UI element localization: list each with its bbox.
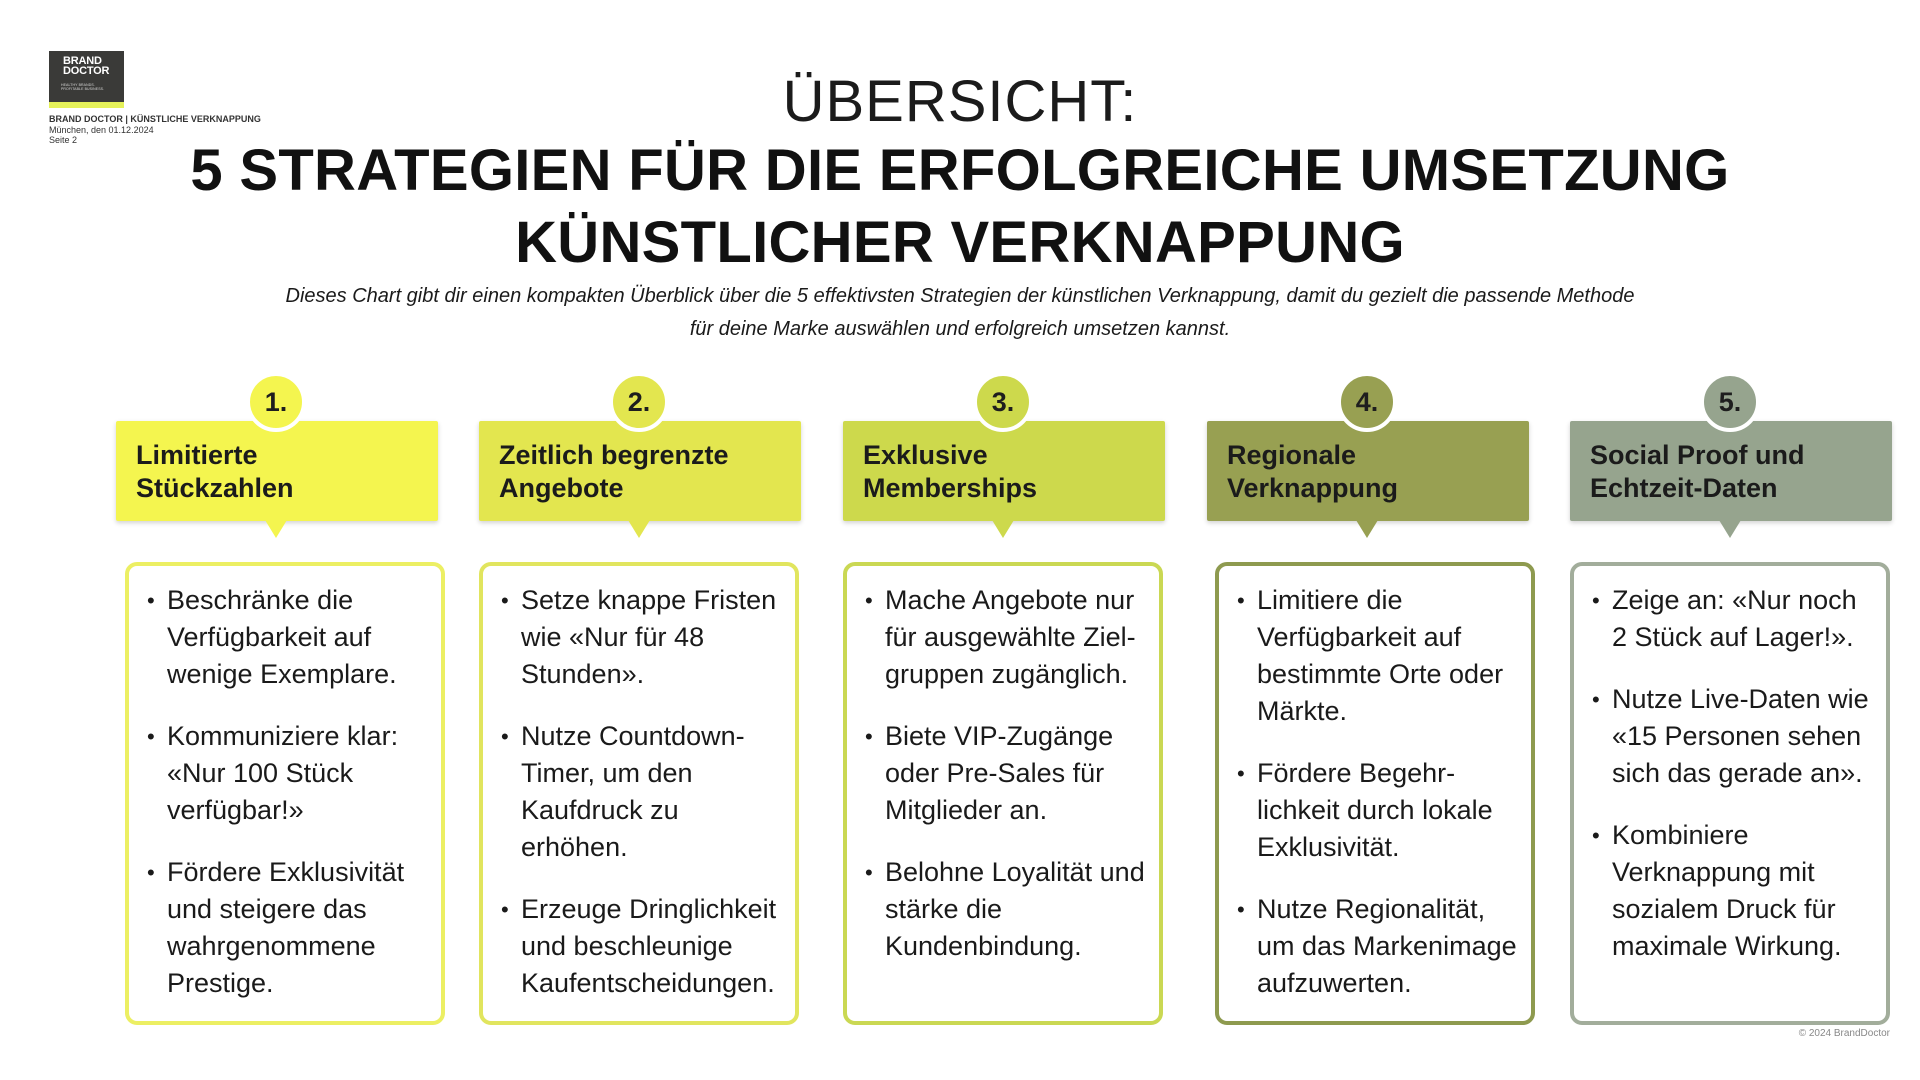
strategy-number-badge: 5. — [1700, 372, 1760, 432]
strategy-bullet-box — [1570, 562, 1890, 1025]
strategy-number-badge: 3. — [973, 372, 1033, 432]
strategy-bullet: • Nutze Regionalität, um das Markenimage aufzuwerten. — [1235, 891, 1517, 1002]
strategy-bullet: • Kommuniziere klar: «Nur 100 Stück verfügbar!» — [145, 718, 427, 829]
logo-line-brand: BRAND — [63, 55, 102, 67]
meta-document-title: BRAND DOCTOR | KÜNSTLICHE VERKNAPPUNG — [49, 114, 261, 124]
strategy-pointer-arrow — [628, 520, 650, 538]
strategy-title-box — [479, 421, 801, 521]
strategy-bullet-box — [125, 562, 445, 1025]
strategy-title-line-1: Zeitlich begrenzte — [499, 440, 729, 470]
strategy-pointer-arrow — [992, 520, 1014, 538]
strategy-title-line-2: Echtzeit-Daten — [1590, 473, 1778, 503]
strategy-title-line-1: Exklusive — [863, 440, 988, 470]
strategy-number-badge: 2. — [609, 372, 669, 432]
strategy-bullet-list — [1590, 582, 1872, 965]
subtitle-line-1: Dieses Chart gibt dir einen kompakten Überblick über die 5 effektivsten Strategien der künstlichen Verknappung, damit du gezielt die passende Methode — [285, 285, 1635, 307]
page-subtitle — [210, 280, 1710, 346]
strategy-title-line-1: Social Proof und — [1590, 440, 1805, 470]
strategy-column-1 — [116, 372, 438, 1032]
strategy-bullet-box — [479, 562, 799, 1025]
strategy-title-box — [1570, 421, 1892, 521]
strategy-title-box — [1207, 421, 1529, 521]
strategy-pointer-arrow — [1719, 520, 1741, 538]
strategy-column-5 — [1570, 372, 1892, 1032]
strategy-bullet: • Nutze Live-Daten wie «15 Personen sehen sich das gerade an». — [1590, 681, 1872, 792]
strategy-bullet: • Setze knappe Fristen wie «Nur für 48 Stunden». — [499, 582, 781, 693]
meta-date: München, den 01.12.2024 — [49, 124, 154, 135]
strategy-title-box — [843, 421, 1165, 521]
strategy-title-line-1: Limitierte — [136, 440, 258, 470]
strategy-bullet-list — [863, 582, 1145, 965]
strategy-bullet: • Kombiniere Verknappung mit sozialem Druck für maximale Wirkung. — [1590, 817, 1872, 965]
strategy-bullet-list — [145, 582, 427, 1002]
strategy-bullet-list — [1235, 582, 1517, 1002]
strategy-bullet: • Mache Angebote nur für ausgewählte Ziel-gruppen zugänglich. — [863, 582, 1145, 693]
page-overline: ÜBERSICHT: — [782, 69, 1138, 134]
strategy-title-line-2: Angebote — [499, 473, 624, 503]
strategy-column-3 — [843, 372, 1165, 1032]
logo-line-doctor: DOCTOR — [63, 65, 110, 77]
strategy-bullet: • Zeige an: «Nur noch 2 Stück auf Lager!». — [1590, 582, 1872, 656]
strategy-bullet: • Biete VIP-Zugänge oder Pre-Sales für Mitglieder an. — [863, 718, 1145, 829]
meta-page: Seite 2 — [49, 135, 78, 145]
copyright-footer: © 2024 BrandDoctor — [1798, 1028, 1890, 1039]
strategy-column-4 — [1207, 372, 1529, 1032]
logo-tagline: HEALTHY BRANDS. PROFITABLE BUSINESS. — [61, 83, 105, 91]
strategy-bullet: • Fördere Exklusivität und steigere das wahrgenommene Prestige. — [145, 854, 427, 1002]
strategy-bullet: • Fördere Begehr-lichkeit durch lokale Exklusivität. — [1235, 755, 1517, 866]
strategy-bullet-box — [1215, 562, 1535, 1025]
strategy-number-badge: 1. — [246, 372, 306, 432]
strategy-title-line-2: Stückzahlen — [136, 473, 294, 503]
strategy-title-line-2: Verknappung — [1227, 473, 1399, 503]
strategy-bullet: • Nutze Countdown-Timer, um den Kaufdruck zu erhöhen. — [499, 718, 781, 866]
strategy-column-2 — [479, 372, 801, 1032]
strategy-bullet: • Belohne Loyalität und stärke die Kundenbindung. — [863, 854, 1145, 965]
strategy-title-line-1: Regionale — [1227, 440, 1357, 470]
strategy-bullet-list — [499, 582, 781, 1002]
strategy-pointer-arrow — [265, 520, 287, 538]
strategy-number-badge: 4. — [1337, 372, 1397, 432]
page-title-line-1: 5 STRATEGIEN FÜR DIE ERFOLGREICHE UMSETZUNG — [190, 138, 1730, 203]
strategy-pointer-arrow — [1356, 520, 1378, 538]
strategy-bullet-box — [843, 562, 1163, 1025]
page-title-line-2: KÜNSTLICHER VERKNAPPUNG — [515, 210, 1405, 275]
strategy-bullet: • Erzeuge Dringlichkeit und beschleunige Kaufentscheidungen. — [499, 891, 781, 1002]
subtitle-line-2: für deine Marke auswählen und erfolgreich umsetzen kannst. — [689, 318, 1231, 340]
strategy-title-line-2: Memberships — [863, 473, 1038, 503]
strategy-bullet: • Limitiere die Verfügbarkeit auf bestimmte Orte oder Märkte. — [1235, 582, 1517, 730]
strategy-bullet: • Beschränke die Verfügbarkeit auf wenige Exemplare. — [145, 582, 427, 693]
page-title — [0, 135, 1920, 279]
strategy-title-box — [116, 421, 438, 521]
